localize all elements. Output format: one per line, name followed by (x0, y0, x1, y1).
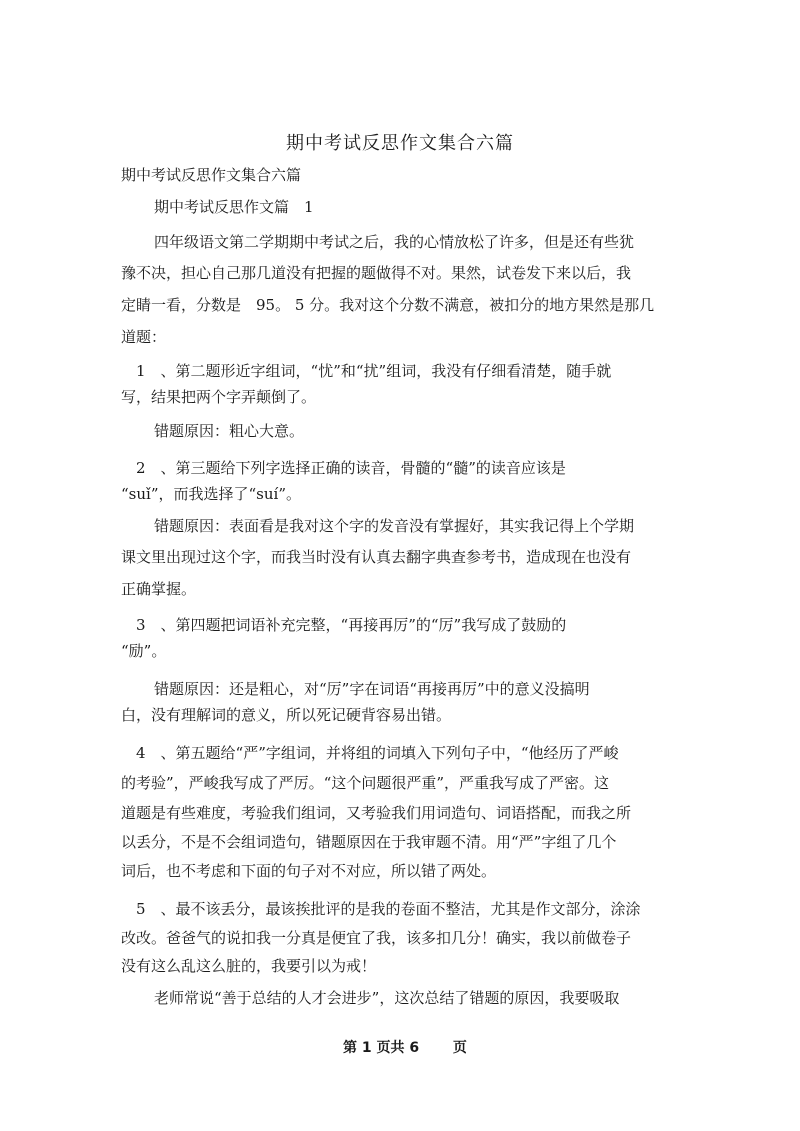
paragraph-line: 豫不决，担心自己那几道没有把握的题做得不对。果然，试卷发下来以后，我 (121, 264, 632, 282)
page-unit-text: 页 (452, 1040, 467, 1056)
list-item-line: 3 、第四题把词语补充完整，“再接再厉”的“厉”我写成了鼓励的 (136, 616, 567, 634)
error-reason-line: 错题原因：粗心大意。 (154, 422, 305, 440)
list-item-line: 写，结果把两个字弄颠倒了。 (121, 388, 317, 406)
list-item-line: “励”。 (121, 642, 167, 660)
list-item-line: 没有这么乱这么脏的，我要引以为戒！ (121, 957, 377, 975)
list-item-line: 的考验”，严峻我写成了严厉。“这个问题很严重”，严重我写成了严密。这 (121, 774, 610, 792)
subtitle-line: 期中考试反思作文集合六篇 (121, 166, 302, 184)
error-reason-line: 白，没有理解词的意义，所以死记硬背容易出错。 (121, 706, 452, 724)
page-number-text: 第 1 页共 6 (343, 1040, 420, 1056)
list-item-line: 改改。爸爸气的说扣我一分真是便宜了我，该多扣几分！确实，我以前做卷子 (121, 929, 632, 947)
list-item-line: 4 、第五题给“严”字组词，并将组的词填入下列句子中，“他经历了严峻 (136, 744, 619, 762)
list-item-line: “suǐ”，而我选择了“suí”。 (121, 485, 301, 503)
list-item-line: 2 、第三题给下列字选择正确的读音，骨髓的“髓”的读音应该是 (136, 459, 566, 477)
list-item-line: 词后，也不考虑和下面的句子对不对应，所以错了两处。 (121, 862, 497, 880)
paragraph-line: 四年级语文第二学期期中考试之后，我的心情放松了许多，但是还有些犹 (154, 233, 635, 251)
page-footer (343, 1037, 467, 1057)
list-item-line: 道题是有些难度，考验我们组词，又考验我们用词造句、词语搭配，而我之所 (121, 804, 632, 822)
error-reason-line: 课文里出现过这个字，而我当时没有认真去翻字典查参考书，造成现在也没有 (121, 548, 632, 566)
document-title: 期中考试反思作文集合六篇 (286, 133, 514, 154)
error-reason-line: 错题原因：表面看是我对这个字的发音没有掌握好，其实我记得上个学期 (154, 517, 635, 535)
paragraph-line: 定睛一看，分数是 95。 5 分。我对这个分数不满意，被扣分的地方果然是那几 (121, 296, 655, 314)
paragraph-line: 道题： (121, 328, 167, 346)
section-heading: 期中考试反思作文篇 1 (154, 198, 314, 216)
paragraph-line: 老师常说“善于总结的人才会进步”，这次总结了错题的原因，我要吸取 (154, 989, 620, 1007)
list-item-line: 1 、第二题形近字组词，“忧”和“扰”组词，我没有仔细看清楚，随手就 (136, 362, 612, 380)
error-reason-line: 错题原因：还是粗心，对“厉”字在词语“再接再厉”中的意义没搞明 (154, 680, 590, 698)
list-item-line: 以丢分，不是不会组词造句，错题原因在于我审题不清。用“严”字组了几个 (121, 833, 617, 851)
error-reason-line: 正确掌握。 (121, 580, 197, 598)
list-item-line: 5 、最不该丢分，最该挨批评的是我的卷面不整洁，尤其是作文部分，涂涂 (136, 900, 641, 918)
